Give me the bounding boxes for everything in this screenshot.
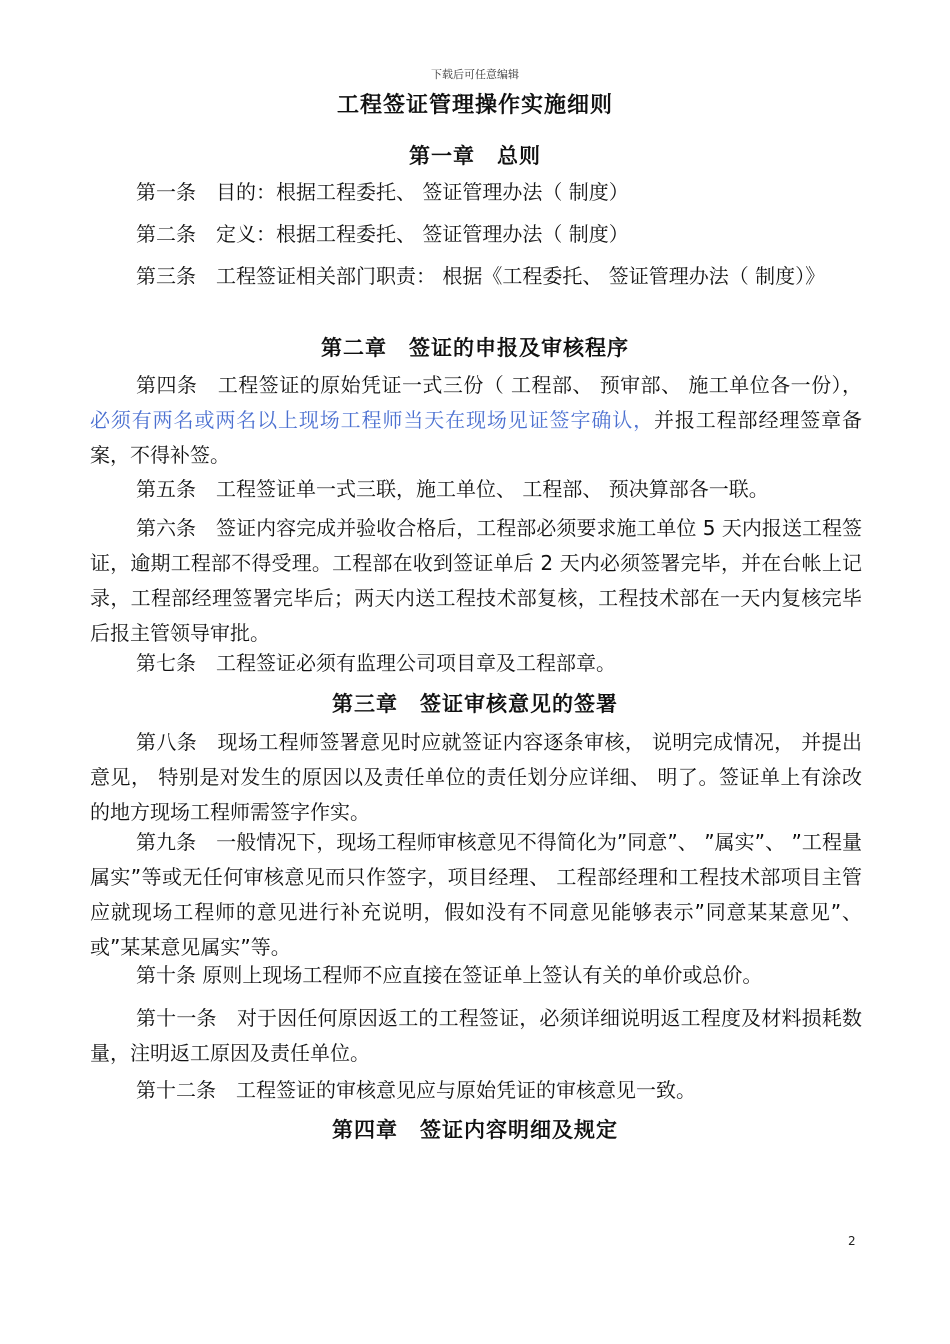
article-4-text-b: 并报工程部经理签章备案，不得补签。 bbox=[90, 408, 862, 467]
chapter-heading-3: 第三章 签证审核意见的签署 bbox=[332, 692, 618, 716]
chapter-heading-2: 第二章 签证的申报及审核程序 bbox=[321, 336, 629, 360]
article-5: 第五条 工程签证单一式三联，施工单位、 工程部、 预决算部各一联。 bbox=[136, 477, 769, 501]
article-8: 第八条 现场工程师签署意见时应就签证内容逐条审核， 说明完成情况， 并提出意见， 特别是对发生的原因以及责任单位的责任划分应详细、 明了。签证单上有涂改的地方现场工程师需签字作实。 bbox=[90, 730, 862, 824]
article-4-highlight: 必须有两名或两名以上现场工程师当天在现场见证签字确认， bbox=[90, 408, 654, 432]
article-4 bbox=[90, 368, 862, 473]
article-11: 第十一条 对于因任何原因返工的工程签证，必须详细说明返工程度及材料损耗数量，注明返工原因及责任单位。 bbox=[90, 1006, 862, 1065]
chapter-heading-1: 第一章 总则 bbox=[409, 144, 541, 168]
page-number: 2 bbox=[848, 1234, 856, 1248]
article-12: 第十二条 工程签证的审核意见应与原始凭证的审核意见一致。 bbox=[136, 1078, 696, 1102]
article-1: 第一条 目的：根据工程委托、 签证管理办法（ 制度） bbox=[136, 180, 629, 204]
chapter-heading-4: 第四章 签证内容明细及规定 bbox=[332, 1118, 618, 1142]
article-9: 第九条 一般情况下，现场工程师审核意见不得简化为”同意”、 ”属实”、 ”工程量属实”等或无任何审核意见而只作签字，项目经理、 工程部经理和工程技术部项目主管应就现场工程师的意见进行补充说明，假如没有不同意见能够表示”同意某某意见”、 或”某某意见属实”等。 bbox=[90, 830, 862, 959]
document-title: 工程签证管理操作实施细则 bbox=[336, 93, 613, 118]
article-4-text-a: 第四条 工程签证的原始凭证一式三份（ 工程部、 预审部、 施工单位各一份）， bbox=[136, 373, 862, 397]
article-10: 第十条 原则上现场工程师不应直接在签证单上签认有关的单价或总价。 bbox=[136, 963, 763, 987]
header-note: 下载后可任意编辑 bbox=[431, 68, 519, 81]
article-2: 第二条 定义：根据工程委托、 签证管理办法（ 制度） bbox=[136, 222, 629, 246]
article-3: 第三条 工程签证相关部门职责： 根据《工程委托、 签证管理办法（ 制度）》 bbox=[136, 264, 826, 288]
article-6: 第六条 签证内容完成并验收合格后，工程部必须要求施工单位 5 天内报送工程签证，逾期工程部不得受理。工程部在收到签证单后 2 天内必须签署完毕，并在台帐上记录，工程部经理签署完毕后；两天内送工程技术部复核，工程技术部在一天内复核完毕后报主管领导审批。 bbox=[90, 516, 862, 645]
article-7: 第七条 工程签证必须有监理公司项目章及工程部章。 bbox=[136, 651, 616, 675]
